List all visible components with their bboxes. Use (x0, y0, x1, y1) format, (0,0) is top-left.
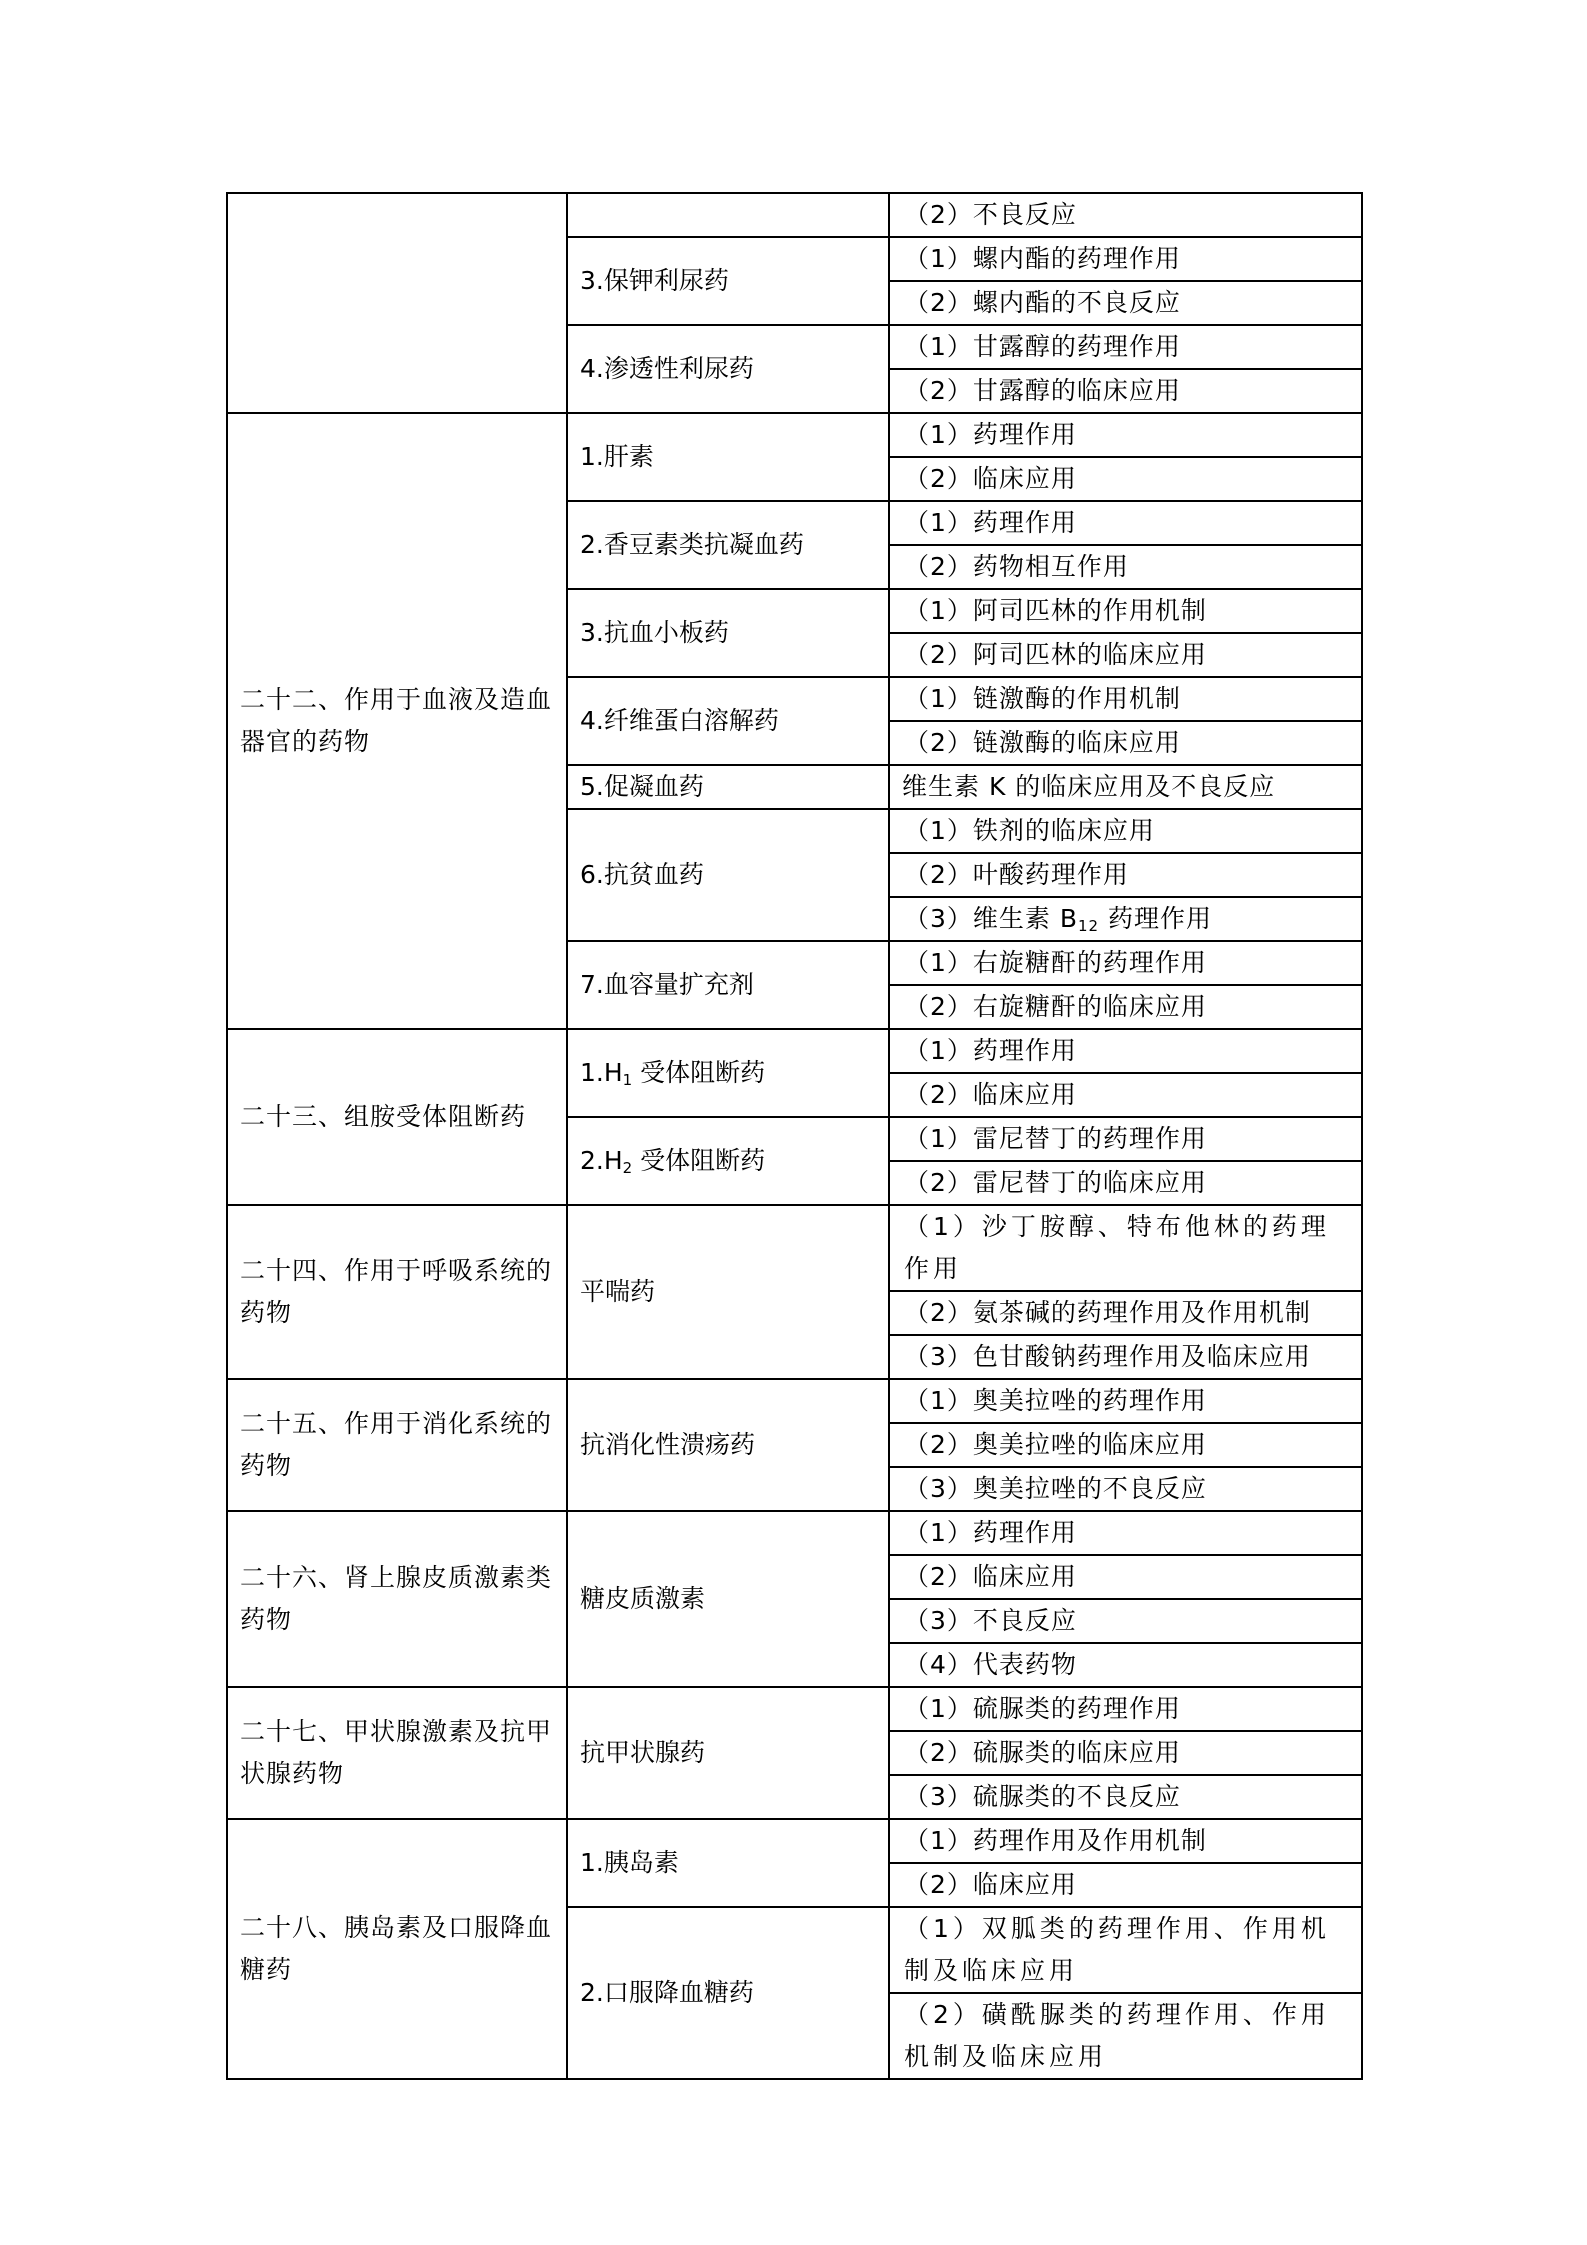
chapter-cell: 二十五、作用于消化系统的药物 (227, 1379, 567, 1511)
table-row (227, 1379, 1362, 1423)
group-cell (567, 193, 889, 237)
item-cell: （1）右旋糖酐的药理作用 (889, 941, 1362, 985)
item-cell-b12: （3）维生素 $B_{12}$ 药理作用 (889, 897, 1362, 941)
item-cell: （2）叶酸药理作用 (889, 853, 1362, 897)
item-cell: （1）雷尼替丁的药理作用 (889, 1117, 1362, 1161)
group-cell: 1.肝素 (567, 413, 889, 501)
group-cell: 7.血容量扩充剂 (567, 941, 889, 1029)
chapter-cell: 二十二、作用于血液及造血器官的药物 (227, 413, 567, 1029)
table-row (227, 1687, 1362, 1731)
group-cell-h1: $1.H_1$ 受体阻断药 (567, 1029, 889, 1117)
item-cell: （1）药理作用 (889, 1029, 1362, 1073)
group-cell: 4.纤维蛋白溶解药 (567, 677, 889, 765)
item-cell: （2）阿司匹林的临床应用 (889, 633, 1362, 677)
item-cell: （2）临床应用 (889, 1863, 1362, 1907)
group-cell: 6.抗贫血药 (567, 809, 889, 941)
item-cell: （1）阿司匹林的作用机制 (889, 589, 1362, 633)
group-cell: 2.口服降血糖药 (567, 1907, 889, 2079)
item-cell: （1）双胍类的药理作用、作用机制及临床应用 (889, 1907, 1362, 1993)
chapter-cell: 二十七、甲状腺激素及抗甲状腺药物 (227, 1687, 567, 1819)
item-cell: （2）链激酶的临床应用 (889, 721, 1362, 765)
group-cell: 糖皮质激素 (567, 1511, 889, 1687)
item-cell: （2）不良反应 (889, 193, 1362, 237)
item-cell: （1）沙丁胺醇、特布他林的药理作用 (889, 1205, 1362, 1291)
item-cell: （1）药理作用及作用机制 (889, 1819, 1362, 1863)
item-cell: （3）硫脲类的不良反应 (889, 1775, 1362, 1819)
item-cell: （2）右旋糖酐的临床应用 (889, 985, 1362, 1029)
group-cell-h2: $2.H_2$ 受体阻断药 (567, 1117, 889, 1205)
table-row (227, 1819, 1362, 1863)
item-cell: （1）甘露醇的药理作用 (889, 325, 1362, 369)
item-cell: （3）不良反应 (889, 1599, 1362, 1643)
item-cell: （2）甘露醇的临床应用 (889, 369, 1362, 413)
chapter-cell (227, 193, 567, 413)
group-cell: 1.胰岛素 (567, 1819, 889, 1907)
item-cell: （2）药物相互作用 (889, 545, 1362, 589)
item-cell: （1）奥美拉唑的药理作用 (889, 1379, 1362, 1423)
item-cell: （3）奥美拉唑的不良反应 (889, 1467, 1362, 1511)
item-cell: （1）药理作用 (889, 501, 1362, 545)
item-cell: （1）药理作用 (889, 413, 1362, 457)
item-cell: （1）铁剂的临床应用 (889, 809, 1362, 853)
table-row (227, 1029, 1362, 1073)
chapter-cell: 二十八、胰岛素及口服降血糖药 (227, 1819, 567, 2079)
item-cell: （2）螺内酯的不良反应 (889, 281, 1362, 325)
item-cell: （3）色甘酸钠药理作用及临床应用 (889, 1335, 1362, 1379)
group-cell: 3.抗血小板药 (567, 589, 889, 677)
item-cell: （1）螺内酯的药理作用 (889, 237, 1362, 281)
item-cell: （2）氨茶碱的药理作用及作用机制 (889, 1291, 1362, 1335)
item-cell: （4）代表药物 (889, 1643, 1362, 1687)
item-cell: （1）硫脲类的药理作用 (889, 1687, 1362, 1731)
group-cell: 3.保钾利尿药 (567, 237, 889, 325)
chapter-cell: 二十三、组胺受体阻断药 (227, 1029, 567, 1205)
item-cell: （2）奥美拉唑的临床应用 (889, 1423, 1362, 1467)
item-cell: （2）磺酰脲类的药理作用、作用机制及临床应用 (889, 1993, 1362, 2079)
table-row (227, 1511, 1362, 1555)
group-cell: 2.香豆素类抗凝血药 (567, 501, 889, 589)
group-cell: 抗甲状腺药 (567, 1687, 889, 1819)
group-cell: 平喘药 (567, 1205, 889, 1379)
chapter-cell: 二十四、作用于呼吸系统的药物 (227, 1205, 567, 1379)
chapter-cell: 二十六、肾上腺皮质激素类药物 (227, 1511, 567, 1687)
group-cell: 4.渗透性利尿药 (567, 325, 889, 413)
group-cell: 5.促凝血药 (567, 765, 889, 809)
table-row (227, 413, 1362, 457)
item-cell: （1）链激酶的作用机制 (889, 677, 1362, 721)
item-cell: （2）硫脲类的临床应用 (889, 1731, 1362, 1775)
item-cell: （2）临床应用 (889, 1555, 1362, 1599)
item-cell: 维生素 K 的临床应用及不良反应 (889, 765, 1362, 809)
document-page (226, 192, 1363, 2080)
table-row (227, 193, 1362, 237)
syllabus-table (226, 192, 1363, 2080)
item-cell: （2）临床应用 (889, 1073, 1362, 1117)
item-cell: （1）药理作用 (889, 1511, 1362, 1555)
group-cell: 抗消化性溃疡药 (567, 1379, 889, 1511)
table-row (227, 1205, 1362, 1291)
item-cell: （2）临床应用 (889, 457, 1362, 501)
item-cell: （2）雷尼替丁的临床应用 (889, 1161, 1362, 1205)
